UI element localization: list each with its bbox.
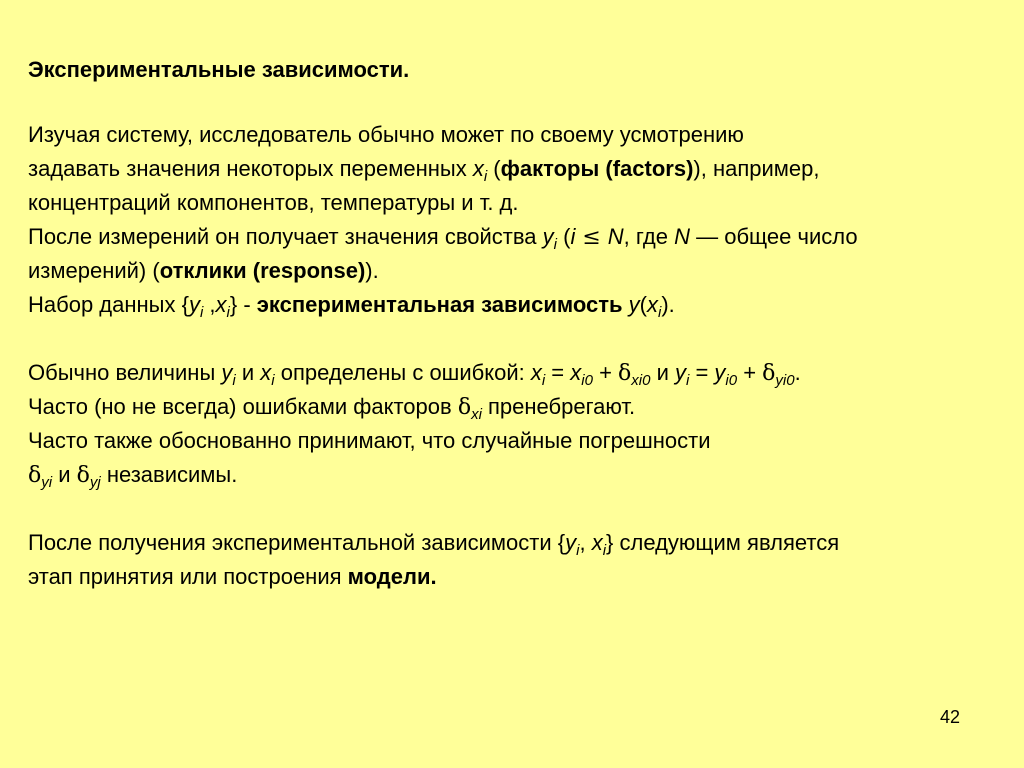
text: Обычно величины xyxy=(28,360,222,385)
text: ( xyxy=(487,156,501,181)
spacer xyxy=(28,322,1008,356)
p5-line-1 xyxy=(28,526,1008,560)
p1-line-2 xyxy=(28,152,1008,186)
sub-xi0: xi0 xyxy=(631,372,651,389)
sub-i: i xyxy=(232,372,236,389)
text: и xyxy=(52,462,77,487)
sub-yi0: yi0 xyxy=(775,372,795,389)
var-y: y xyxy=(565,530,577,555)
text: измерений) ( xyxy=(28,258,160,283)
text: Часто также обоснованно принимают, что случайные погрешности xyxy=(28,428,711,453)
text: Изучая систему, исследователь обычно может по своему усмотрению xyxy=(28,122,744,147)
sub-i: i xyxy=(576,542,580,559)
delta-symbol: δ xyxy=(76,463,90,488)
slide-title: Экспериментальные зависимости. xyxy=(28,57,410,82)
var-y: y xyxy=(674,360,686,385)
sub-yi: yi xyxy=(41,474,53,491)
text: независимы. xyxy=(100,462,238,487)
sub-i: i xyxy=(271,372,275,389)
slide-body xyxy=(28,118,1008,594)
text: Набор данных { xyxy=(28,292,189,317)
var-x: x xyxy=(215,292,227,317)
text: , xyxy=(579,530,592,555)
sub-xi: xi xyxy=(471,406,482,423)
text: = xyxy=(689,360,715,385)
text: этап принятия или построения xyxy=(28,564,348,589)
term-experimental-dependence: экспериментальная зависимость xyxy=(256,292,623,317)
text: + xyxy=(592,360,619,385)
var-x: x xyxy=(570,360,582,385)
p1-line-3 xyxy=(28,186,1008,220)
sub-i: i xyxy=(553,236,557,253)
text: После измерений он получает значения свойства xyxy=(28,224,543,249)
p5-line-2 xyxy=(28,560,1008,594)
sub-i: i xyxy=(685,372,690,389)
var-x: x xyxy=(260,360,272,385)
sub-i0: i0 xyxy=(581,372,593,389)
text: и xyxy=(235,360,261,385)
text: = xyxy=(545,360,571,385)
delta-symbol: δ xyxy=(618,361,632,386)
p2-line-2 xyxy=(28,254,1008,288)
text: После получения экспериментальной зависимости { xyxy=(28,530,566,555)
var-y: y xyxy=(188,292,200,317)
var-y: y xyxy=(221,360,233,385)
text: } следующим является xyxy=(606,530,840,555)
delta-symbol: δ xyxy=(762,361,776,386)
var-N: N xyxy=(674,224,690,249)
text: ). xyxy=(365,258,379,283)
var-i: i xyxy=(570,224,576,249)
sub-i: i xyxy=(483,168,488,185)
sub-i: i xyxy=(199,304,204,321)
text: . xyxy=(794,360,801,385)
sub-yj: yj xyxy=(89,474,101,491)
p1-line-1 xyxy=(28,118,1008,152)
p2-line-1 xyxy=(28,220,1008,254)
var-y: y xyxy=(542,224,554,249)
text: + xyxy=(737,360,763,385)
text: и xyxy=(650,360,675,385)
text: — общее число xyxy=(690,224,858,249)
sub-i0: i0 xyxy=(725,372,738,389)
text: } - xyxy=(229,292,257,317)
page-number: 42 xyxy=(940,707,961,727)
p4-line-3 xyxy=(28,424,1008,458)
delta-symbol: δ xyxy=(457,395,472,420)
p4-line-1 xyxy=(28,356,1008,390)
text: задавать значения некоторых переменных xyxy=(28,156,473,181)
p4-line-2 xyxy=(28,390,1008,424)
text: ). xyxy=(661,292,675,317)
text: определены с ошибкой: xyxy=(274,360,531,385)
var-N: N xyxy=(607,224,624,249)
text: пренебрегают. xyxy=(481,394,636,419)
term-factors: факторы (factors) xyxy=(500,156,694,181)
p3-line-1 xyxy=(28,288,1008,322)
text: ( xyxy=(557,224,571,249)
var-x: x xyxy=(646,292,658,317)
sub-i: i xyxy=(602,542,607,559)
spacer xyxy=(28,492,1008,526)
var-y: y xyxy=(714,360,726,385)
delta-symbol: δ xyxy=(28,463,42,488)
term-response: отклики (response) xyxy=(159,258,366,283)
term-model: модели. xyxy=(347,564,437,589)
var-x: x xyxy=(591,530,603,555)
var-x: x xyxy=(472,156,484,181)
sub-i: i xyxy=(657,304,662,321)
text: ), например, xyxy=(693,156,820,181)
sub-i: i xyxy=(541,372,546,389)
text: концентраций компонентов, температуры и т. д. xyxy=(28,190,519,215)
text: , xyxy=(203,292,216,317)
leq-symbol: ≤ xyxy=(575,225,608,250)
text: ( xyxy=(639,292,647,317)
text: , где xyxy=(623,224,675,249)
var-y: y xyxy=(628,292,640,317)
text: Часто (но не всегда) ошибками факторов xyxy=(28,394,458,419)
sub-i: i xyxy=(226,304,230,321)
var-x: x xyxy=(530,360,542,385)
p4-line-4 xyxy=(28,458,1008,492)
